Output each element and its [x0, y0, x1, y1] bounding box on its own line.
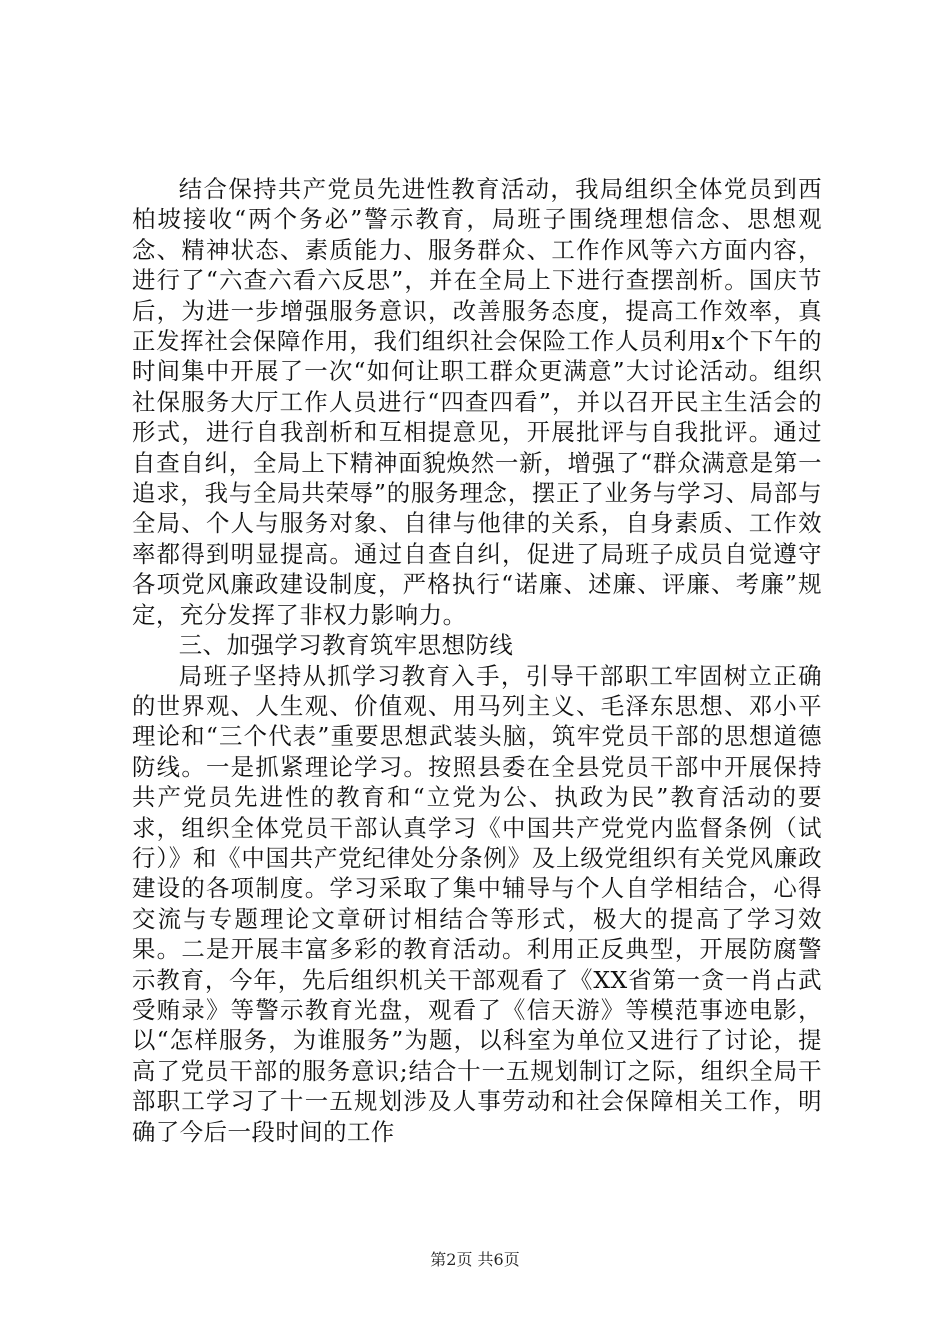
section-heading-three: 三、加强学习教育筑牢思想防线: [178, 631, 514, 660]
paragraph-self-inspection: 结合保持共产党员先进性教育活动，我局组织全体党员到西柏坡接收“两个务必”警示教育，局班子围绕理想信念、思想观念、精神状态、素质能力、服务群众、工作作风等六方面内容，进行了“六查六看六反思”，并在全局上下进行查摆剖析。国庆节后，为进一步增强服务意识，改善服务态度，提高工作效率，真正发挥社会保障作用，我们组织社会保险工作人员利用x个下午的时间集中开展了一次“如何让职工群众更满意”大讨论活动。组织社保服务大厅工作人员进行“四查四看”，并以召开民主生活会的形式，进行自我剖析和互相提意见，开展批评与自我批评。通过自查自纠，全局上下精神面貌焕然一新，增强了“群众满意是第一追求，我与全局共荣辱”的服务理念，摆正了业务与学习、局部与全局、个人与服务对象、自律与他律的关系，自身素质、工作效率都得到明显提高。通过自查自纠，促进了局班子成员自觉遵守各项党风廉政建设制度，严格执行“诺廉、述廉、评廉、考廉”规定，充分发挥了非权力影响力。: [132, 175, 822, 629]
page-number-footer: 第2页 共6页: [430, 1250, 520, 1269]
paragraph-study-education: 局班子坚持从抓学习教育入手，引导干部职工牢固树立正确的世界观、人生观、价值观、用马列主义、毛泽东思想、邓小平理论和“三个代表”重要思想武装头脑，筑牢党员干部的思想道德防线。一是抓紧理论学习。按照县委在全县党员干部中开展保持共产党员先进性的教育和“立党为公、执政为民”教育活动的要求，组织全体党员干部认真学习《中国共产党党内监督条例（试行）》和《中国共产党纪律处分条例》及上级党组织有关党风廉政建设的各项制度。学习采取了集中辅导与个人自学相结合，心得交流与专题理论文章研讨相结合等形式，极大的提高了学习效果。二是开展丰富多彩的教育活动。利用正反典型，开展防腐警示教育，今年，先后组织机关干部观看了《XX省第一贪一肖占武受贿录》等警示教育光盘，观看了《信天游》等模范事迹电影，以“怎样服务，为谁服务”为题，以科室为单位又进行了讨论，提高了党员干部的服务意识;结合十一五规划制订之际，组织全局干部职工学习了十一五规划涉及人事劳动和社会保障相关工作，明确了今后一段时间的工作: [132, 661, 822, 1146]
document-body: [132, 174, 822, 1147]
